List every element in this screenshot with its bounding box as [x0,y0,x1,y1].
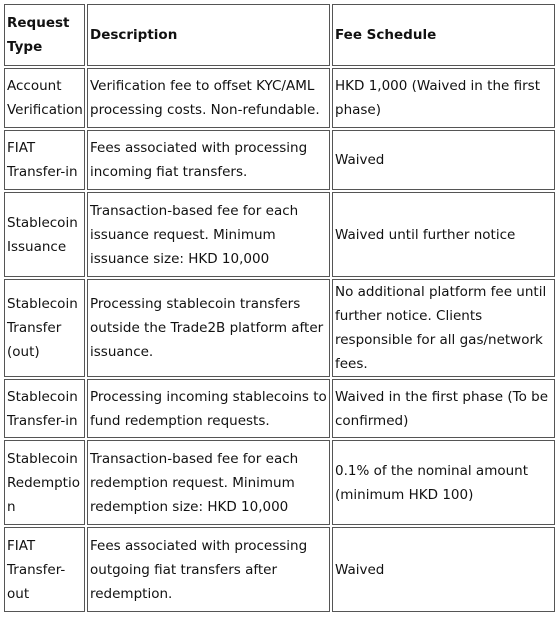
table-row [4,130,555,190]
cell-fee: Waived [332,527,555,612]
table-row [4,279,555,377]
table-row [4,379,555,438]
cell-description: Processing incoming stablecoins to fund redemption requests. [87,379,330,438]
cell-request-type: Stablecoin Transfer (out) [4,279,85,377]
cell-fee: HKD 1,000 (Waived in the first phase) [332,68,555,128]
header-fee-schedule: Fee Schedule [332,4,555,66]
cell-request-type: Stablecoin Redemption [4,440,85,525]
table-row [4,527,555,612]
cell-fee: Waived until further notice [332,192,555,277]
cell-description: Fees associated with processing outgoing fiat transfers after redemption. [87,527,330,612]
header-description: Description [87,4,330,66]
cell-description: Transaction-based fee for each issuance request. Minimum issuance size: HKD 10,000 [87,192,330,277]
cell-request-type: Stablecoin Issuance [4,192,85,277]
table-header-row [4,4,555,66]
cell-description: Processing stablecoin transfers outside the Trade2B platform after issuance. [87,279,330,377]
cell-description: Fees associated with processing incoming fiat transfers. [87,130,330,190]
fee-schedule-table [2,2,557,614]
table-row [4,192,555,277]
table-row [4,440,555,525]
header-request-type: Request Type [4,4,85,66]
cell-fee: Waived in the first phase (To be confirmed) [332,379,555,438]
cell-fee: 0.1% of the nominal amount (minimum HKD 100) [332,440,555,525]
cell-description: Transaction-based fee for each redemption request. Minimum redemption size: HKD 10,000 [87,440,330,525]
cell-request-type: Account Verification [4,68,85,128]
cell-description: Verification fee to offset KYC/AML processing costs. Non-refundable. [87,68,330,128]
cell-fee: No additional platform fee until further notice. Clients responsible for all gas/network fees. [332,279,555,377]
table-row [4,68,555,128]
cell-request-type: FIAT Transfer-in [4,130,85,190]
cell-fee: Waived [332,130,555,190]
cell-request-type: Stablecoin Transfer-in [4,379,85,438]
cell-request-type: FIAT Transfer-out [4,527,85,612]
